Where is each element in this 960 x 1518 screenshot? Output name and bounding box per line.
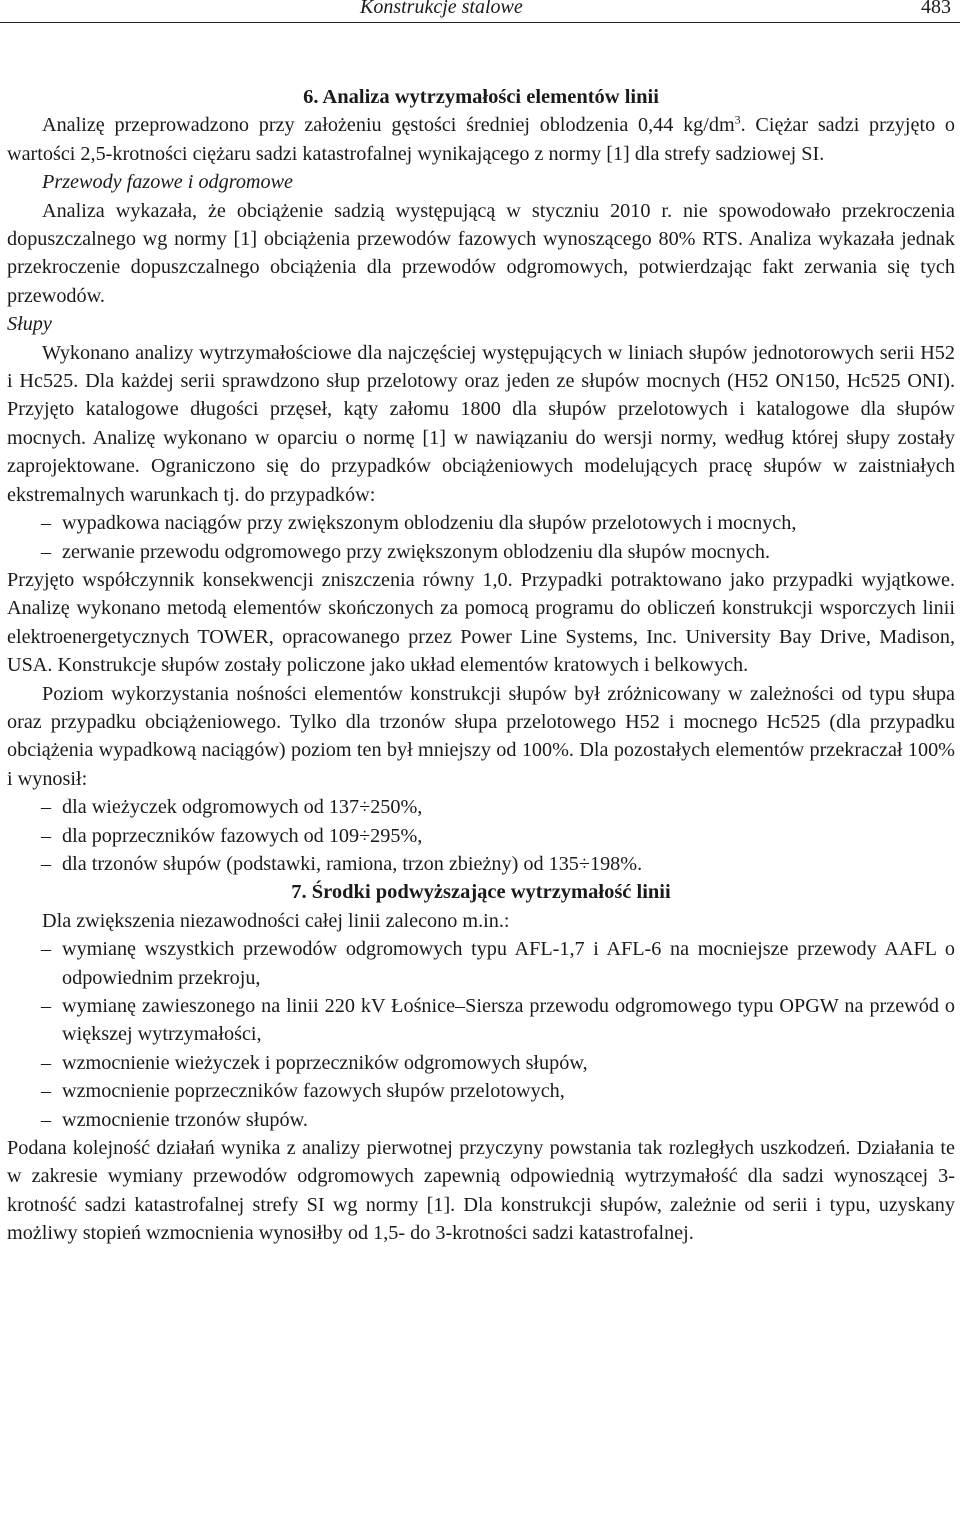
dash-marker: –: [41, 512, 52, 535]
section-7-heading: 7. Środki podwyższające wytrzymałość linii: [291, 881, 671, 904]
subsection-towers-title: Słupy: [7, 313, 52, 336]
list-item-text: wymianę zawieszonego na linii 220 kV Łośnice–Siersza przewodu odgromowego typu OPGW na przewód o większej wytrzymałości,: [62, 995, 955, 1046]
list-item-text: wzmocnienie poprzeczników fazowych słupów przelotowych,: [62, 1080, 565, 1103]
usage-paragraph: Poziom wykorzystania nośności elementów konstrukcji słupów był zróżnicowany w zależności od typu słupa oraz przypadku obciążeniowego. Tylko dla trzonów słupa przelotowego H52 i mocnego Hc525 (dla przypadku obciążenia wypadkową naciągów) poziom ten był mniejszy od 100%. Dla pozostałych elementów przekraczał 100% i wynosił:: [7, 682, 955, 790]
list-item-text: dla trzonów słupów (podstawki, ramiona, trzon zbieżny) od 135÷198%.: [62, 852, 643, 875]
body-text: [7, 83, 955, 1248]
dash-marker: –: [41, 938, 52, 961]
list-item: [7, 992, 955, 1049]
intro-text: Analizę przeprowadzono przy założeniu gęstości średniej oblodzenia 0,44 kg/dm: [42, 114, 735, 137]
method-paragraph: Przyjęto współczynnik konsekwencji zniszczenia równy 1,0. Przypadki potraktowano jako przypadki wyjątkowe. Analizę wykonano metodą elementów skończonych za pomocą programu do obliczeń konstrukcji wsporczych linii elektroenergetycznych TOWER, opracowanego przez Power Line Systems, Inc. University Bay Drive, Madison, USA. Konstrukcje słupów zostały policzone jako układ elementów kratowych i belkowych.: [7, 568, 955, 677]
list-item-text: dla poprzeczników fazowych od 109÷295%,: [62, 824, 423, 847]
list-item: [7, 793, 955, 821]
list-item: [7, 509, 955, 537]
intro-superscript: 3: [734, 112, 741, 127]
dash-marker: –: [41, 1080, 52, 1103]
list-item-text: wzmocnienie wieżyczek i poprzeczników odgromowych słupów,: [62, 1051, 588, 1074]
list-item: [7, 850, 955, 878]
page-number: 483: [921, 0, 951, 18]
list-item: [7, 1049, 955, 1077]
list-item-text: wzmocnienie trzonów słupów.: [62, 1108, 308, 1131]
dash-marker: –: [41, 540, 52, 563]
dash-marker: –: [41, 796, 52, 819]
usage-list: [7, 793, 955, 878]
dash-marker: –: [41, 1108, 52, 1131]
subsection-conductors-text: Analiza wykazała, że obciążenie sadzią występującą w styczniu 2010 r. nie spowodowało przekroczenia dopuszczalnego wg normy [1] obciążenia przewodów fazowych wynoszącego 80% RTS. Analiza wykazała jednak przekroczenie dopuszczalnego obciążenia dla przewodów odgromowych, potwierdzając fakt zerwania się tych przewodów.: [7, 199, 955, 307]
list-item: [7, 1077, 955, 1105]
list-item: [7, 538, 955, 566]
list-item: [7, 822, 955, 850]
closing-paragraph: Podana kolejność działań wynika z analizy pierwotnej przyczyny powstania tak rozległych uszkodzeń. Działania te w zakresie wymiany przewodów odgromowych zapewnią odpowiednią wytrzymałość dla sadzi wynoszącej 3-krotność sadzi katastrofalnej strefy SI wg normy [1]. Dla konstrukcji słupów, zależnie od serii i typu, uzyskany możliwy stopień wzmocnienia wynosiłby od 1,5- do 3-krotności sadzi katastrofalnej.: [7, 1137, 955, 1245]
list-item-text: wypadkowa naciągów przy zwiększonym oblodzeniu dla słupów przelotowych i mocnych,: [62, 512, 797, 535]
load-cases-list: [7, 509, 955, 566]
section-6-intro: [7, 111, 955, 168]
dash-marker: –: [41, 995, 52, 1017]
intro-text-rest: . Ciężar sadzi przyjęto o wartości 2,5-krotności ciężaru sadzi katastrofalnej wynikającego z normy [1] dla strefy sadziowej SI.: [7, 114, 955, 165]
list-item-text: wymianę wszystkich przewodów odgromowych typu AFL-1,7 i AFL-6 na mocniejsze przewody AAFL o odpowiednim przekroju,: [62, 938, 955, 989]
list-item: [7, 1106, 955, 1134]
journal-title: Konstrukcje stalowe: [360, 0, 523, 18]
running-header: [0, 0, 960, 23]
subsection-towers-text: Wykonano analizy wytrzymałościowe dla najczęściej występujących w liniach słupów jednotorowych serii H52 i Hc525. Dla każdej serii sprawdzono słup przelotowy oraz jeden ze słupów mocnych (H52 ON150, Hc525 ONI). Przyjęto katalogowe długości przęseł, kąty załomu 1800 dla słupów przelotowych i katalogowe dla słupów mocnych. Analizę wykonano w oparciu o normę [1] w nawiązaniu do wersji normy, według której słupy zostały zaprojektowane. Ograniczono się do przypadków obciążeniowych modelujących pracę słupów w zaistniałych ekstremalnych warunkach tj. do przypadków:: [7, 341, 955, 506]
dash-marker: –: [41, 1051, 52, 1074]
section-7-intro: Dla zwiększenia niezawodności całej linii zalecono m.in.:: [42, 909, 510, 932]
list-item-text: zerwanie przewodu odgromowego przy zwiększonym oblodzeniu dla słupów mocnych.: [62, 540, 771, 563]
recommendations-list: [7, 935, 955, 1134]
subsection-conductors-title: Przewody fazowe i odgromowe: [42, 171, 294, 194]
dash-marker: –: [41, 852, 52, 875]
dash-marker: –: [41, 824, 52, 847]
list-item-text: dla wieżyczek odgromowych od 137÷250%,: [62, 796, 423, 819]
list-item: [7, 935, 955, 992]
section-6-heading: 6. Analiza wytrzymałości elementów linii: [303, 86, 659, 108]
